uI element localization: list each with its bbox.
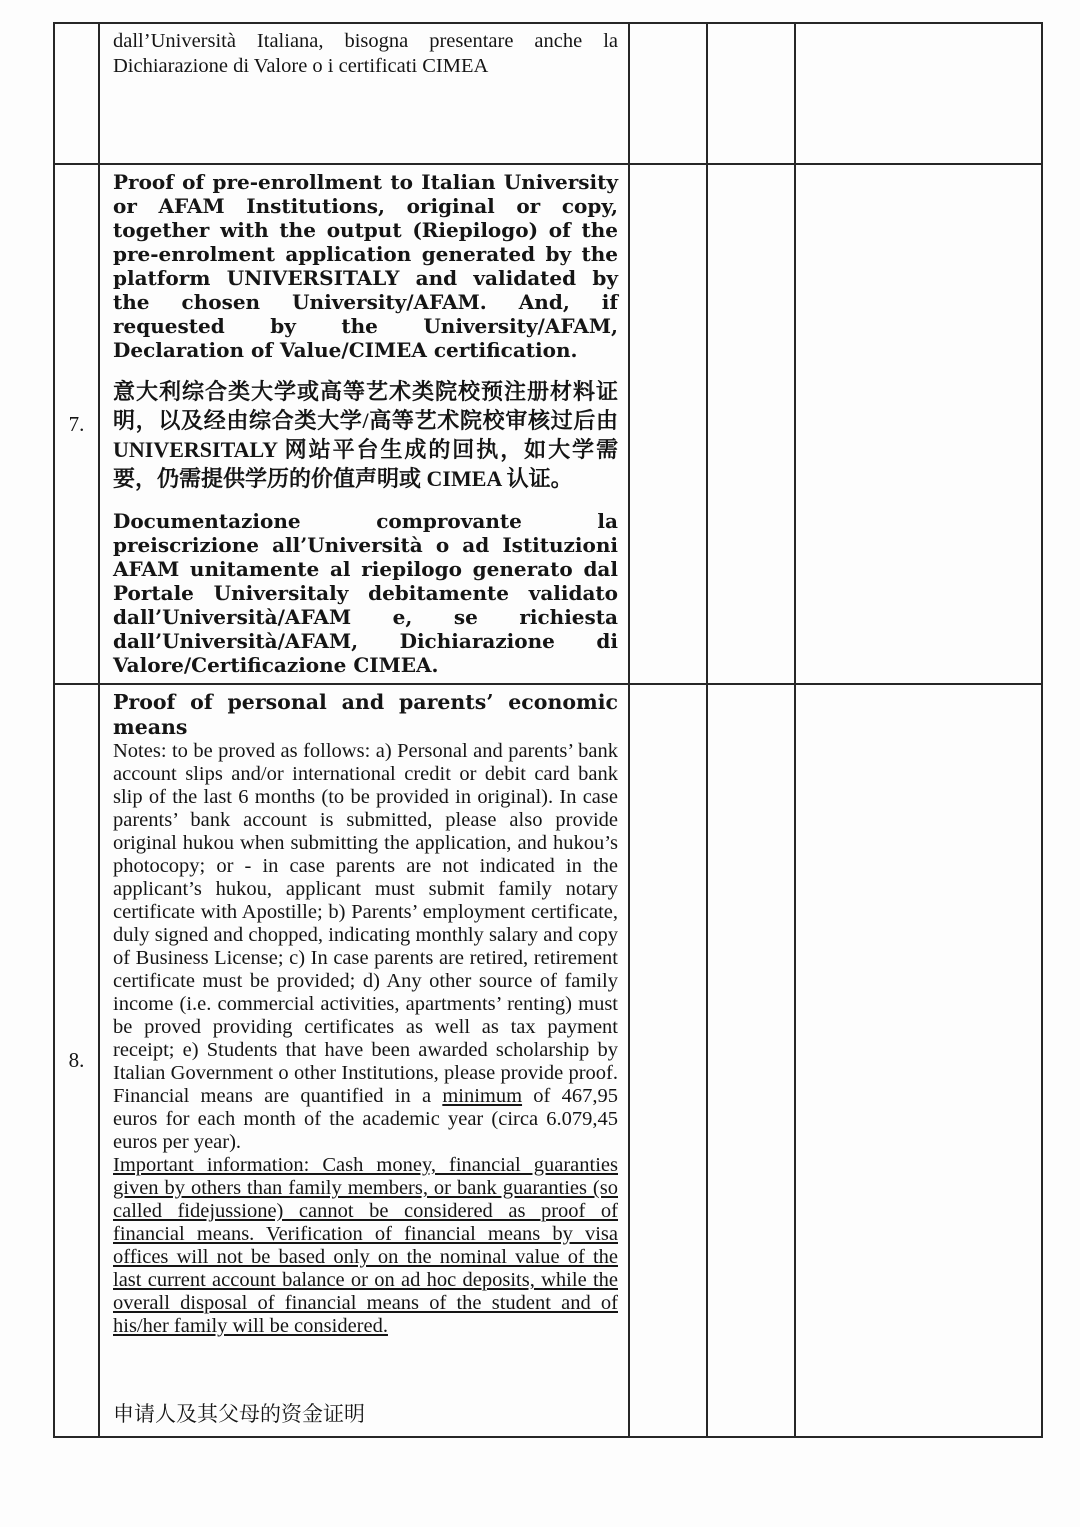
row8-number-cell: 8. bbox=[54, 684, 99, 1437]
row6-number-cell bbox=[54, 23, 99, 164]
row7-chinese-text: 意大利综合类大学或高等艺术类院校预注册材料证明，以及经由综合类大学/高等艺术院校审核过后由 UNIVERSITALY 网站平台生成的回执，如大学需要，仍需提供学历的价值声明或 CIMEA 认证。 bbox=[113, 379, 618, 491]
row8-check-cell-1 bbox=[629, 684, 707, 1437]
row6-check-cell-2 bbox=[707, 23, 795, 164]
row8-title: Proof of personal and parents’ economic means bbox=[113, 690, 618, 739]
row6-content-cell bbox=[99, 23, 629, 164]
row7-content-cell bbox=[99, 164, 629, 684]
row6-check-cell-1 bbox=[629, 23, 707, 164]
row8-notes-after-minimum: of 467,95 euros for each month of the academic year (circa 6.079,45 euros per year). bbox=[113, 1085, 618, 1153]
row8-notes-before-minimum: Notes: to be proved as follows: a) Personal and parents’ bank account slips and/or international credit or debit card bank slip of the last 6 months (to be provided in original). In case parents’ bank account is submitted, please also provide original hukou when submitting the application, and hukou’s photocopy; or - in case parents are not indicated in the applicant’s hukou, applicant must submit family notary certificate with Apostille; b) Parents’ employment certificate, duly signed and chopped, indicating monthly salary and copy of Business License; c) In case parents are retired, retirement certificate must be provided; d) Any other source of family income (i.e. commercial activities, apartments’ renting) must be proved providing certificates as well as tax payment receipt; e) Students that have been awarded scholarship by Italian Government o other Institutions, please provide proof. Financial means are quantified in a bbox=[113, 740, 618, 1107]
row7-check-cell-2 bbox=[707, 164, 795, 684]
row8-chinese-label: 申请人及其父母的资金证明 bbox=[113, 1402, 365, 1426]
row7-check-cell-3 bbox=[795, 164, 1042, 684]
row6-check-cell-3 bbox=[795, 23, 1042, 164]
row7-check-cell-1 bbox=[629, 164, 707, 684]
checklist-table bbox=[53, 22, 1043, 1438]
table-row-7 bbox=[54, 164, 1042, 684]
row8-check-cell-2 bbox=[707, 684, 795, 1437]
row8-minimum-underlined: minimum bbox=[442, 1085, 523, 1107]
row8-content-cell bbox=[99, 684, 629, 1437]
row7-italian-bold-text: Documentazione comprovante la preiscrizione all’Università o ad Istituzioni AFAM unitamente al riepilogo generato dal Portale Universitaly debitamente validato dall’Università/AFAM e, se richiesta dall’Università/AFAM, Dichiarazione di Valore/Certificazione CIMEA. bbox=[113, 509, 618, 677]
table-row-8 bbox=[54, 684, 1042, 1437]
row8-check-cell-3 bbox=[795, 684, 1042, 1437]
row8-notes-text bbox=[113, 740, 618, 1154]
row7-number-cell: 7. bbox=[54, 164, 99, 684]
row7-english-bold-text: Proof of pre-enrollment to Italian University or AFAM Institutions, original or copy, together with the output (Riepilogo) of the pre-enrolment application generated by the platform UNIVERSITALY and validated by the chosen University/AFAM. And, if requested by the University/AFAM, Declaration of Value/CIMEA certification. bbox=[113, 170, 618, 362]
row8-important-information: Important information: Cash money, financial guaranties given by others than family members, or bank guaranties (so called fidejussione) cannot be considered as proof of financial means. Verification of financial means by visa offices will not be based only on the nominal value of the last current account balance or on ad hoc deposits, while the overall disposal of financial means of the student and of his/her family will be considered. bbox=[113, 1154, 618, 1337]
row6-italian-text: dall’Università Italiana, bisogna presentare anche la Dichiarazione di Valore o i certificati CIMEA bbox=[113, 30, 618, 77]
table-row-partial bbox=[54, 23, 1042, 164]
